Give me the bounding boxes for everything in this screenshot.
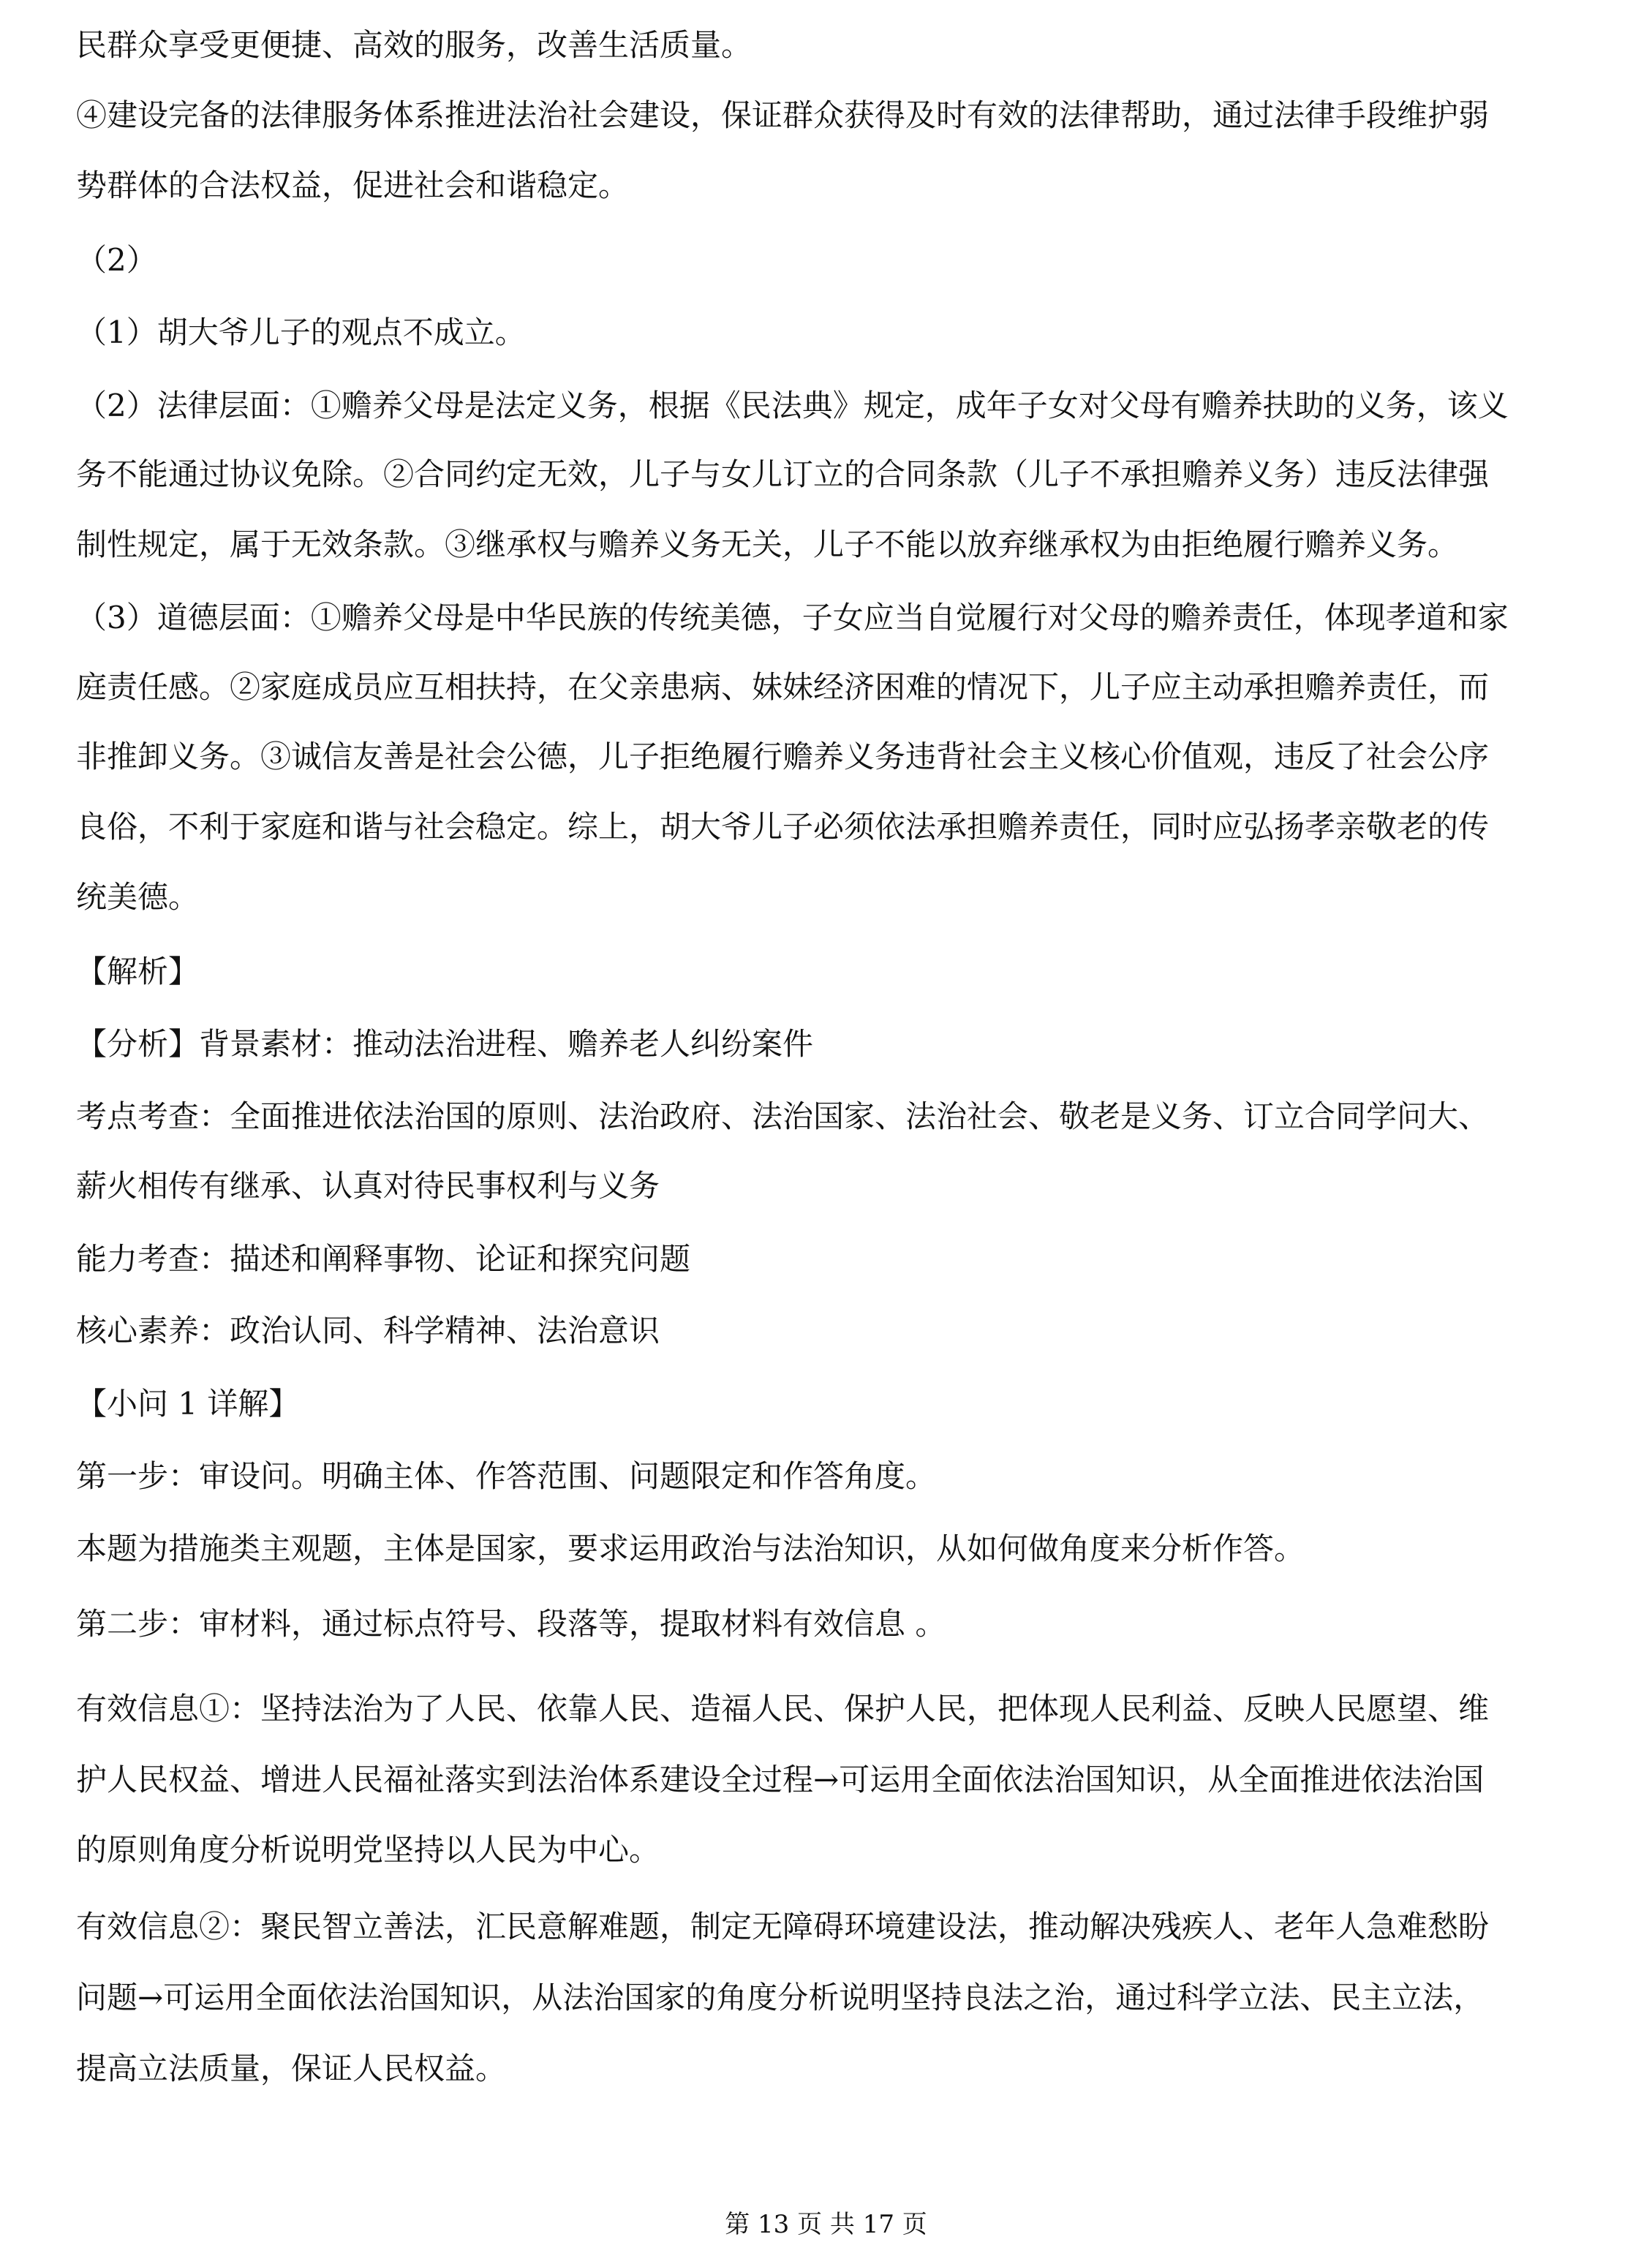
text-line: 民群众享受更便捷、高效的服务，改善生活质量。 [76, 27, 753, 63]
text-line: 提高立法质量，保证人民权益。 [76, 2050, 507, 2086]
section-heading: 【解析】 [76, 954, 200, 989]
text-line: 务不能通过协议免除。②合同约定无效，儿子与女儿订立的合同条款（儿子不承担赡养义务）违反法律强 [76, 456, 1490, 492]
text-line: 核心素养：政治认同、科学精神、法治意识 [76, 1313, 660, 1348]
section-heading: 【小问 1 详解】 [76, 1386, 300, 1422]
text-line: 有效信息①：坚持法治为了人民、依靠人民、造福人民、保护人民，把体现人民利益、反映人民愿望、维 [76, 1691, 1490, 1727]
text-line: （2）法律层面：①赡养父母是法定义务，根据《民法典》规定，成年子女对父母有赡养扶助的义务，该义 [76, 388, 1509, 423]
text-line: 统美德。 [76, 879, 200, 915]
text-line: 势群体的合法权益，促进社会和谐稳定。 [76, 167, 630, 203]
text-line: （3）道德层面：①赡养父母是中华民族的传统美德，子女应当自觉履行对父母的赡养责任，体现孝道和家 [76, 600, 1509, 635]
text-line: 考点考查：全面推进依法治国的原则、法治政府、法治国家、法治社会、敬老是义务、订立合同学问大、 [76, 1098, 1490, 1134]
text-line: 庭责任感。②家庭成员应互相扶持，在父亲患病、妹妹经济困难的情况下，儿子应主动承担赡养责任，而 [76, 669, 1490, 705]
text-line: 第二步：审材料，通过标点符号、段落等，提取材料有效信息 。 [76, 1606, 946, 1642]
text-line: 薪火相传有继承、认真对待民事权利与义务 [76, 1168, 660, 1204]
text-line: （1）胡大爷儿子的观点不成立。 [76, 314, 526, 350]
text-line: 有效信息②：聚民智立善法，汇民意解难题，制定无障碍环境建设法，推动解决残疾人、老年人急难愁盼 [76, 1909, 1490, 1944]
page-footer: 第 13 页 共 17 页 [725, 2210, 927, 2239]
text-line: 问题→可运用全面依法治国知识，从法治国家的角度分析说明坚持良法之治，通过科学立法、民主立法， [76, 1980, 1485, 2015]
text-line: ④建设完备的法律服务体系推进法治社会建设，保证群众获得及时有效的法律帮助，通过法律手段维护弱 [76, 97, 1490, 133]
section-number: （2） [76, 242, 157, 278]
text-line: 良俗，不利于家庭和谐与社会稳定。综上，胡大爷儿子必须依法承担赡养责任，同时应弘扬孝亲敬老的传 [76, 809, 1490, 845]
text-line: 制性规定，属于无效条款。③继承权与赡养义务无关，儿子不能以放弃继承权为由拒绝履行赡养义务。 [76, 527, 1459, 562]
text-line: 第一步：审设问。明确主体、作答范围、问题限定和作答角度。 [76, 1458, 937, 1494]
text-line: 的原则角度分析说明党坚持以人民为中心。 [76, 1832, 660, 1868]
text-line: 能力考查：描述和阐释事物、论证和探究问题 [76, 1241, 691, 1277]
section-heading: 【分析】背景素材：推动法治进程、赡养老人纠纷案件 [76, 1026, 814, 1062]
text-line: 非推卸义务。③诚信友善是社会公德，儿子拒绝履行赡养义务违背社会主义核心价值观，违反了社会公序 [76, 739, 1490, 774]
text-line: 本题为措施类主观题，主体是国家，要求运用政治与法治知识，从如何做角度来分析作答。 [76, 1531, 1305, 1566]
text-line: 护人民权益、增进人民福祉落实到法治体系建设全过程→可运用全面依法治国知识，从全面推进依法治国 [76, 1762, 1485, 1797]
